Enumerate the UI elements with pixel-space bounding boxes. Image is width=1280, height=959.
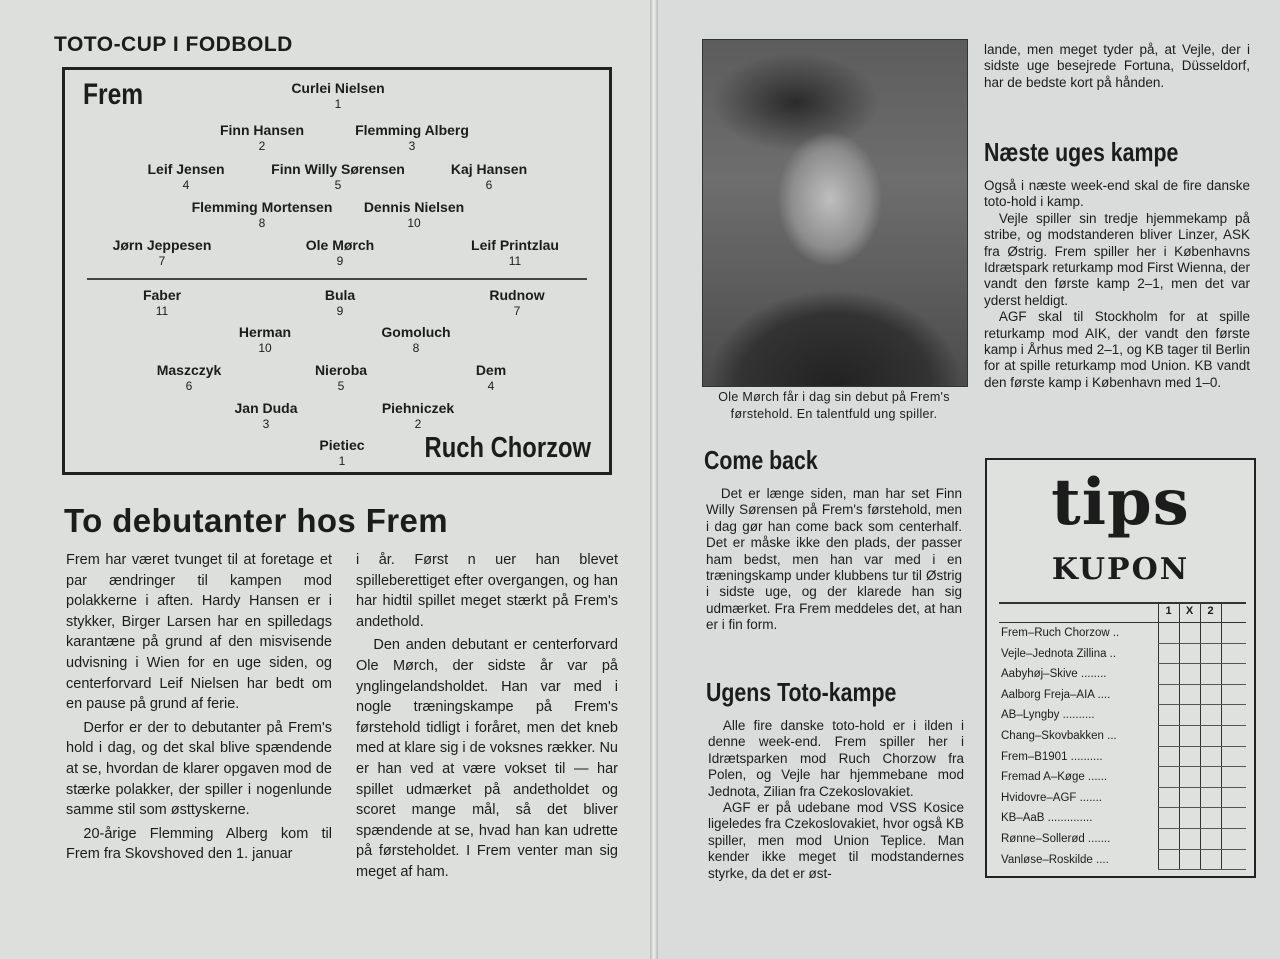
next-week-text	[984, 178, 1250, 391]
away-player: Pietiec 1	[319, 437, 365, 468]
home-player: Finn Hansen 2	[219, 122, 305, 153]
home-team-name: Frem	[83, 78, 144, 111]
coupon-row[interactable]: Rønne–Sollerød .......	[1001, 832, 1111, 845]
article-paragraph: i år. Først n uer han blevet spilleberettiget efter overgangen, og han har hidtil spillet meget stærkt på Frem's andethold.	[356, 552, 618, 630]
page-fold	[650, 0, 658, 959]
away-player: Nieroba 5	[314, 362, 368, 393]
home-player: Kaj Hansen 6	[450, 161, 528, 192]
home-player: Flemming Alberg 3	[355, 122, 469, 153]
article-column-2	[356, 550, 618, 883]
player-photo	[702, 39, 968, 387]
home-player: Finn Willy Sørensen 5	[271, 161, 405, 192]
grid-row-line	[1158, 807, 1246, 808]
grid-row-line	[1158, 746, 1246, 747]
away-player: Piehniczek 2	[381, 400, 455, 431]
column-header-1: 1	[1165, 605, 1172, 617]
home-player: Flemming Mortensen 8	[191, 199, 333, 230]
home-player: Leif Jensen 4	[147, 161, 225, 192]
away-player: Maszczyk 6	[156, 362, 222, 393]
home-player: Jørn Jeppesen 7	[112, 237, 212, 268]
article-paragraph: Frem har været tvunget til at foretage et par ændringer til kampen mod polakkerne i aften. Hardy Hansen er i stykker, Birger Larsen har en spilledags karantæne på grund af den misvisende udvisning i Wien for en uge siden, og centerforvard Leif Nielsen har bedt om en pause på grund af ferie.	[66, 552, 332, 713]
grid-row-line	[1158, 663, 1246, 664]
home-player: Ole Mørch 9	[305, 237, 375, 268]
grid-row-line	[1158, 869, 1246, 870]
article-paragraph: Derfor er der to debutanter på Frem's hold i dag, og det skal blive spændende at se, hvordan de klarer opgaven mod de stærke polakker, der spiller i nogenlunde samme stil som østtyskerne.	[66, 719, 332, 819]
coupon-row[interactable]: Hvidovre–AGF .......	[1001, 791, 1102, 804]
right-page	[658, 0, 1280, 959]
coupon-row[interactable]: Vejle–Jednota Zillina ..	[1001, 647, 1117, 660]
coupon-row[interactable]: Frem–Ruch Chorzow ..	[1001, 627, 1120, 639]
grid-line	[1200, 604, 1201, 870]
ugens-heading: Ugens Toto-kampe	[706, 677, 897, 707]
away-player: Herman 10	[238, 324, 292, 355]
coupon-grid	[999, 602, 1246, 870]
grid-line	[1158, 604, 1159, 870]
grid-row-line	[1158, 828, 1246, 829]
coupon-row[interactable]: Chang–Skovbakken ...	[1001, 729, 1117, 742]
away-player: Dem 4	[475, 362, 507, 393]
away-player: Faber 11	[142, 287, 182, 318]
kupon-title: KUPON	[1051, 552, 1190, 587]
section-title: TOTO-CUP I FODBOLD	[54, 33, 293, 56]
next-week-heading: Næste uges kampe	[984, 137, 1179, 167]
away-player: Jan Duda 3	[234, 400, 298, 431]
grid-row-line	[1158, 849, 1246, 850]
article-paragraph: Også i næste week-end skal de fire danske toto-hold i kamp.	[984, 178, 1250, 210]
grid-row-line	[1158, 684, 1246, 685]
coupon-row[interactable]: Aalborg Freja–AIA ....	[1001, 688, 1111, 701]
home-player: Curlei Nielsen 1	[291, 80, 385, 111]
coupon-row[interactable]: AB–Lyngby ..........	[1001, 709, 1095, 722]
away-team-name: Ruch Chorzow	[424, 432, 591, 464]
grid-row-line	[1158, 766, 1246, 767]
article-column-1	[66, 550, 332, 865]
home-player: Leif Printzlau 11	[471, 237, 559, 268]
grid-row-line	[1158, 725, 1246, 726]
tips-logo: tips	[1051, 465, 1190, 540]
lineup-box	[62, 67, 612, 475]
ugens-text	[708, 718, 964, 882]
coupon-row[interactable]: Aabyhøj–Skive ........	[1001, 668, 1107, 681]
article-paragraph: Alle fire danske toto-hold er i ilden i denne week-end. Frem spiller her i Idrætsparken mod Ruch Chorzow fra Polen, og Vejle har hjemmebane mod Jednota, Zilian fra Czekoslovakiet.	[708, 718, 964, 799]
coupon-header-row	[999, 604, 1246, 623]
article-paragraph: lande, men meget tyder på, at Vejle, der i sidste uge besejrede Fortuna, Düsseldorf, har de bedste kort på hånden.	[984, 42, 1250, 90]
continued-text	[984, 42, 1250, 91]
article-paragraph: Den anden debutant er centerforvard Ole Mørch, der sidste år var på ynglingelandsholdet. Han var med i nogle træningskampe på Frem's førstehold tidligt i foråret, men det kneb med at klare sig i de voksnes rækker. Nu er han ved at være vokset til — har spillet udmærket på andetholdet og scoret mange mål, så det bliver spændende at se, hvad han kan udrette på førsteholdet. I Frem venter man sig meget af ham.	[356, 637, 618, 880]
coupon-row[interactable]: Fremad A–Køge ......	[1001, 771, 1108, 784]
article-paragraph: AGF skal til Stockholm for at spille returkamp mod AIK, der vandt den første kamp i Århus med 2–1, og KB tager til Berlin for at spille returkamp mod Union. KB vandt den første kamp i København med 1–0.	[984, 309, 1250, 390]
grid-line	[1179, 604, 1180, 870]
coupon-row[interactable]: Frem–B1901 ..........	[1001, 750, 1103, 763]
coupon-row[interactable]: KB–AaB ..............	[1001, 812, 1093, 825]
article-headline: To debutanter hos Frem	[64, 502, 449, 539]
home-player: Dennis Nielsen 10	[363, 199, 465, 230]
tips-coupon	[985, 458, 1256, 878]
grid-row-line	[1158, 643, 1246, 644]
column-header-x: X	[1185, 605, 1194, 617]
article-paragraph: AGF er på udebane mod VSS Kosice ligeledes fra Czekoslovakiet, hvor også KB spiller, men mod Union Teplice. Man kender ikke meget til modstandernes styrke, da det er øst-	[708, 800, 964, 881]
coupon-row[interactable]: Vanløse–Roskilde ....	[1001, 853, 1109, 866]
article-paragraph: 20-årige Flemming Alberg kom til Frem fra Skovshoved den 1. januar	[66, 825, 332, 863]
article-paragraph: Vejle spiller sin tredje hjemmekamp på stribe, og modstanderen bliver Linzer, ASK fra Østrig. Frem spiller her i Københavns Idrætspark returkamp mod First Wienna, der vandt den første kamp 2–1, men det var yderst heldigt.	[984, 210, 1250, 308]
photo-caption: Ole Mørch får i dag sin debut på Frem's førstehold. En talentfuld ung spiller.	[718, 390, 950, 421]
column-header-2: 2	[1207, 605, 1214, 617]
comeback-text	[706, 486, 962, 634]
grid-row-line	[1158, 787, 1246, 788]
away-player: Gomoluch 8	[381, 324, 451, 355]
grid-line	[1221, 604, 1222, 870]
comeback-heading: Come back	[704, 445, 818, 475]
lineup-divider	[87, 278, 587, 280]
away-player: Rudnow 7	[489, 287, 545, 318]
away-player: Bula 9	[324, 287, 356, 318]
article-paragraph: Det er længe siden, man har set Finn Willy Sørensen på Frem's førstehold, men i dag gør han come back som centerhalf. Det er måske ikke den plads, der passer ham bedst, men han var med i en træningskamp under klubbens tur til Østrig i sidste uge, og der klarede han sig udmærket. Fra Frem meddeles det, at han er i fin form.	[706, 486, 962, 633]
grid-row-line	[1158, 704, 1246, 705]
